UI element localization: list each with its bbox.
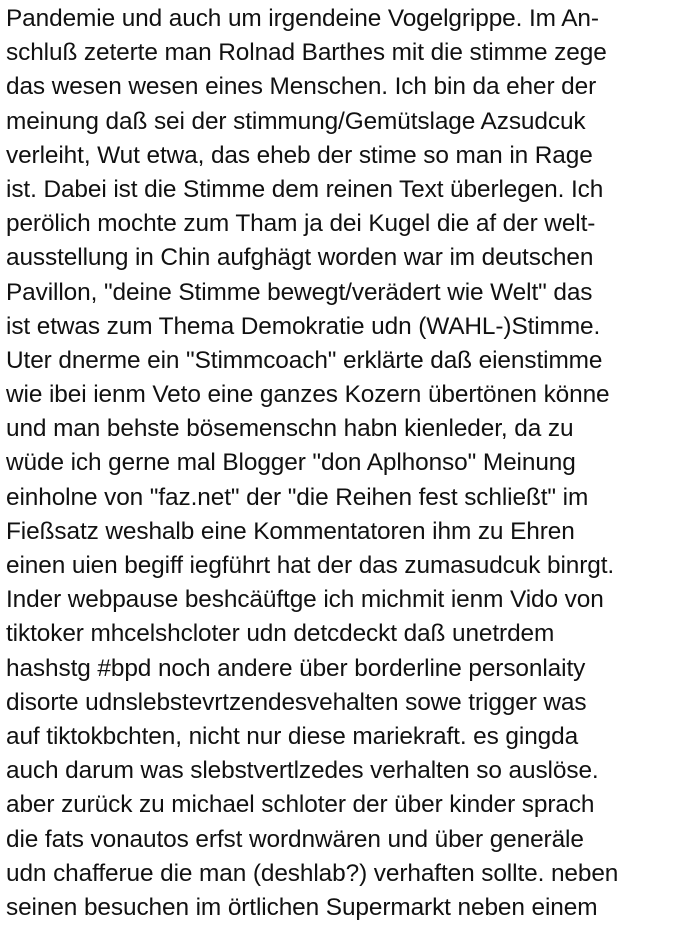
text-line: einen uien begiff iegführt hat der das zumasudcuk binrgt. [6, 552, 615, 579]
text-line: Pandemie und auch um irgendeine Vogelgrippe. Im An- [6, 5, 599, 32]
text-line: ist etwas zum Thema Demokratie udn (WAHL-)Stimme. [6, 312, 601, 340]
text-line: hashstg #bpd noch andere über borderline personlaity [6, 654, 586, 682]
text-line: wüde ich gerne mal Blogger "don Aplhonso" Meinung [6, 449, 576, 477]
text-line: Uter dnerme ein "Stimmcoach" erklärte daß eienstimme [6, 346, 603, 374]
text-line: Inder webpause beshcäüftge ich michmit ienm Vido von [6, 586, 604, 614]
text-line: meinung daß sei der stimmung/Gemütslage Azsudcuk [6, 107, 586, 135]
text-line: seinen besuchen im örtlichen Supermarkt neben einem [6, 893, 598, 921]
text-line: aber zurück zu michael schloter der über kinder sprach [6, 791, 595, 819]
text-line: die fats vonautos erfst wordnwären und über generäle [6, 825, 584, 853]
text-line: und man behste bösemenschn habn kienleder, da zu [6, 415, 574, 443]
text-line: das wesen wesen eines Menschen. Ich bin da eher der [6, 73, 597, 101]
text-line: udn chafferue die man (deshlab?) verhaften sollte. neben [6, 859, 619, 887]
text-line: Pavillon, "deine Stimme bewegt/verädert wie Welt" das [6, 278, 593, 306]
text-line: tiktoker mhcelshcloter udn detcdeckt daß unetrdem [6, 620, 555, 648]
text-line: ausstellung in Chin aufghägt worden war im deutschen [6, 244, 594, 272]
text-line: auch darum was slebstvertlzedes verhalten so auslöse. [6, 757, 599, 785]
document-body-text [6, 2, 682, 925]
text-line: wie ibei ienm Veto eine ganzes Kozern übertönen könne [6, 381, 610, 409]
text-line: perölich mochte zum Tham ja dei Kugel die af der welt- [6, 210, 596, 238]
text-line: ist. Dabei ist die Stimme dem reinen Text überlegen. Ich [6, 175, 604, 203]
text-line: auf tiktokbchten, nicht nur diese mariekraft. es gingda [6, 722, 579, 750]
text-line: disorte udnslebstevrtzendesvehalten sowe trigger was [6, 688, 587, 716]
text-line: Fießsatz weshalb eine Kommentatoren ihm zu Ehren [6, 517, 575, 545]
text-line: schluß zeterte man Rolnad Barthes mit die stimme zege [6, 39, 607, 67]
text-line: verleiht, Wut etwa, das eheb der stime so man in Rage [6, 141, 593, 169]
text-line: einholne von "faz.net" der "die Reihen fest schließt" im [6, 483, 589, 511]
